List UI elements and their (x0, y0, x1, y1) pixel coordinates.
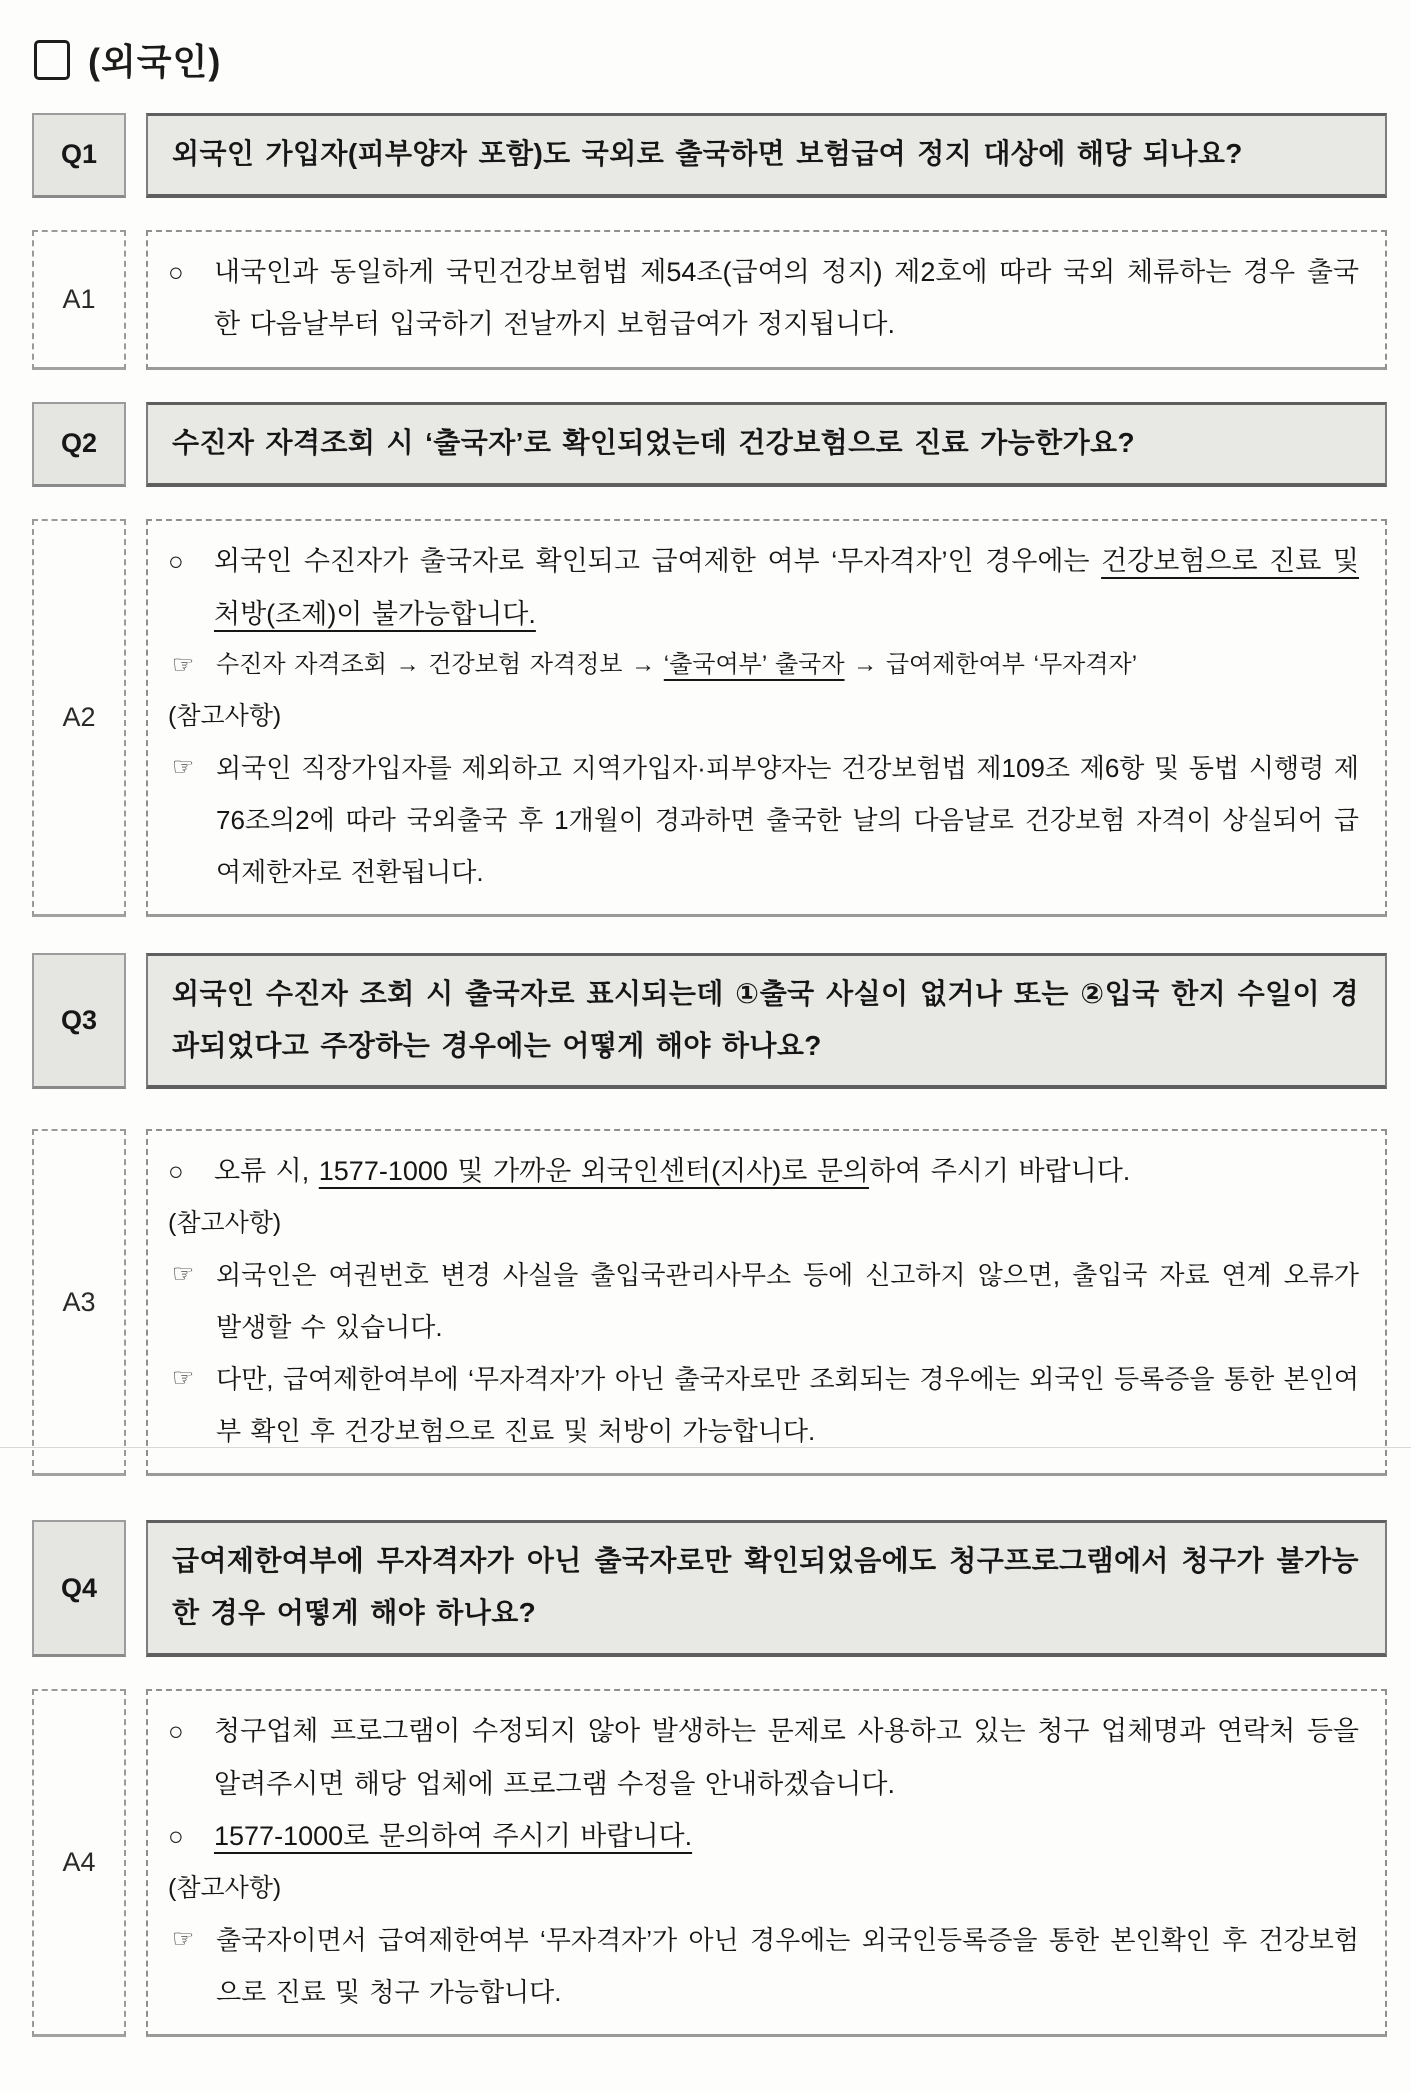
pointer-hand-icon: ☞ (172, 752, 195, 781)
circle-bullet-icon: ○ (168, 256, 184, 287)
question-text-line (172, 968, 1359, 1072)
label-q2: Q2 (32, 402, 126, 487)
answer-line (168, 640, 1359, 690)
text-segment: (참고사항) (168, 701, 282, 730)
question-content-q1 (146, 113, 1387, 198)
line-text (172, 128, 1359, 180)
underlined-text: 1577-1000로 문의하여 주시기 바랍니다. (214, 1821, 693, 1852)
question-text-line (172, 417, 1359, 469)
answer-line (168, 1249, 1359, 1353)
line-text (216, 640, 1359, 690)
underlined-text: ‘출국여부’ 출국자 (663, 651, 845, 679)
question-content-q2 (146, 402, 1387, 487)
text-segment: 수진자 자격조회 → 건강보험 자격정보 → (216, 651, 664, 679)
answer-content-a2 (146, 519, 1387, 917)
label-q3: Q3 (32, 953, 126, 1090)
label-a3: A3 (32, 1129, 126, 1476)
line-text (214, 1145, 1359, 1198)
answer-line (168, 1353, 1359, 1457)
answer-content-a3 (146, 1129, 1387, 1476)
line-text (168, 691, 1359, 742)
text-segment: 외국인 수진자가 출국자로 확인되고 급여제한 여부 ‘무자격자’인 경우에는 (214, 545, 1102, 576)
question-text-line (172, 128, 1359, 180)
underlined-text: 건강보험으로 진료 및 처방(조제)이 불가능합니다. (214, 545, 1359, 629)
answer-line (168, 246, 1359, 351)
text-segment: 외국인 직장가입자를 제외하고 지역가입자·피부양자는 건강보험법 제109조 제6항 및 동법 시행령 제76조의2에 따라 국외출국 후 1개월이 경과하면 출국한 날의 다음날로 건강보험 자격이 상실되어 급여제한자로 전환됩니다. (216, 752, 1359, 887)
text-segment: 외국인 수진자 조회 시 출국자로 표시되는데 ①출국 사실이 없거나 또는 ②입국 한지 수일이 경과되었다고 주장하는 경우에는 어떻게 해야 하나요? (172, 977, 1359, 1061)
line-text (172, 968, 1359, 1072)
question-text-line (172, 1535, 1359, 1639)
block-q3 (32, 953, 1387, 1090)
section-title: (외국인) (88, 41, 222, 82)
line-text (216, 1249, 1359, 1353)
text-segment: 오류 시, (214, 1156, 319, 1187)
answer-line (168, 1705, 1359, 1810)
section-title-row (34, 34, 1387, 85)
answer-line (168, 691, 1359, 742)
line-text (168, 1863, 1359, 1914)
circle-bullet-icon: ○ (168, 1156, 184, 1187)
line-text (214, 1810, 1359, 1863)
checkbox-outline-icon (34, 40, 70, 80)
label-a4: A4 (32, 1689, 126, 2037)
line-text (172, 417, 1359, 469)
block-a3 (32, 1129, 1387, 1476)
text-segment: 출국자이면서 급여제한여부 ‘무자격자’가 아닌 경우에는 외국인등록증을 통한 본인확인 후 건강보험으로 진료 및 청구 가능합니다. (216, 1925, 1359, 2008)
text-segment: 급여제한여부에 무자격자가 아닌 출국자로만 확인되었음에도 청구프로그램에서 청구가 불가능한 경우 어떻게 해야 하나요? (172, 1545, 1359, 1629)
circle-bullet-icon: ○ (168, 1715, 184, 1746)
pointer-hand-icon: ☞ (172, 1260, 195, 1289)
text-segment: (참고사항) (168, 1873, 282, 1902)
answer-line (168, 1863, 1359, 1914)
label-q1: Q1 (32, 113, 126, 198)
pointer-hand-icon: ☞ (172, 1925, 195, 1954)
text-segment: 다만, 급여제한여부에 ‘무자격자’가 아닌 출국자로만 조회되는 경우에는 외국인 등록증을 통한 본인여부 확인 후 건강보험으로 진료 및 처방이 가능합니다. (216, 1364, 1359, 1447)
answer-line (168, 535, 1359, 640)
label-a2: A2 (32, 519, 126, 917)
answer-line (168, 1810, 1359, 1863)
pointer-hand-icon: ☞ (172, 1364, 195, 1393)
text-segment: 수진자 자격조회 시 ‘출국자’로 확인되었는데 건강보험으로 진료 가능한가요? (172, 427, 1136, 459)
answer-line (168, 742, 1359, 898)
question-content-q4 (146, 1520, 1387, 1657)
label-a1: A1 (32, 230, 126, 370)
answer-line (168, 1145, 1359, 1198)
block-a4 (32, 1689, 1387, 2037)
text-segment: (참고사항) (168, 1209, 282, 1238)
underlined-text: 1577-1000 및 가까운 외국인센터(지사)로 문의 (318, 1156, 870, 1187)
question-content-q3 (146, 953, 1387, 1090)
text-segment: 하여 주시기 바랍니다. (869, 1156, 1131, 1187)
circle-bullet-icon: ○ (168, 1821, 184, 1852)
answer-content-a1 (146, 230, 1387, 370)
circle-bullet-icon: ○ (168, 545, 184, 576)
line-text (172, 1535, 1359, 1639)
answer-line (168, 1198, 1359, 1249)
text-segment: 청구업체 프로그램이 수정되지 않아 발생하는 문제로 사용하고 있는 청구 업체명과 연락처 등을 알려주시면 해당 업체에 프로그램 수정을 안내하겠습니다. (214, 1715, 1359, 1799)
block-q4 (32, 1520, 1387, 1657)
text-segment: 내국인과 동일하게 국민건강보험법 제54조(급여의 정지) 제2호에 따라 국외 체류하는 경우 출국한 다음날부터 입국하기 전날까지 보험급여가 정지됩니다. (214, 256, 1359, 340)
line-text (216, 1353, 1359, 1457)
text-segment: 외국인은 여권번호 변경 사실을 출입국관리사무소 등에 신고하지 않으면, 출입국 자료 연계 오류가 발생할 수 있습니다. (216, 1260, 1359, 1343)
block-q1 (32, 113, 1387, 198)
text-segment: → 급여제한여부 ‘무자격자’ (844, 651, 1138, 679)
line-text (216, 1914, 1359, 2018)
line-text (214, 1705, 1359, 1810)
answer-content-a4 (146, 1689, 1387, 2037)
block-a1 (32, 230, 1387, 370)
line-text (168, 1198, 1359, 1249)
text-segment: 외국인 가입자(피부양자 포함)도 국외로 출국하면 보험급여 정지 대상에 해당 되나요? (172, 138, 1243, 169)
line-text (214, 246, 1359, 351)
block-a2 (32, 519, 1387, 917)
pointer-hand-icon: ☞ (172, 651, 195, 680)
line-text (214, 535, 1359, 640)
label-q4: Q4 (32, 1520, 126, 1657)
line-text (216, 742, 1359, 898)
block-q2 (32, 402, 1387, 487)
answer-line (168, 1914, 1359, 2018)
